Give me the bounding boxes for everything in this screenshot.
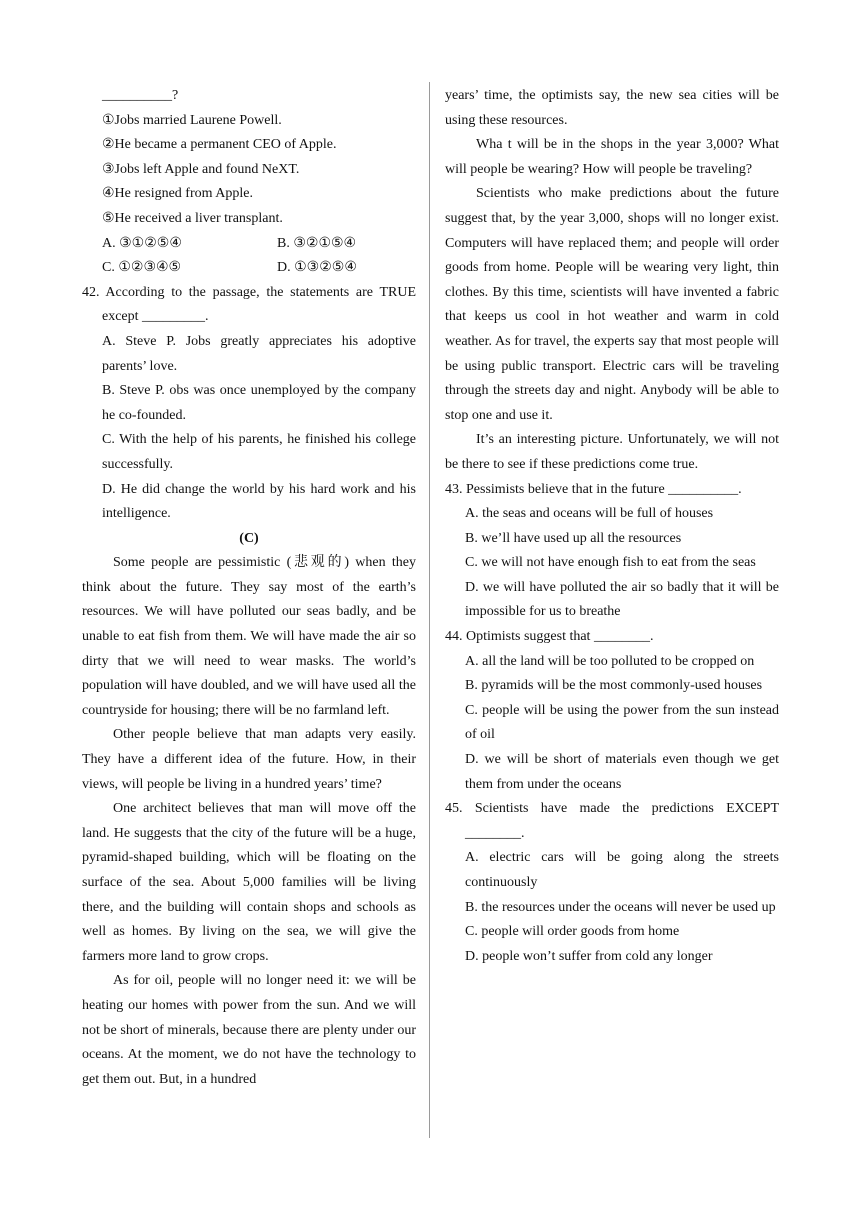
q45-option-a: A. electric cars will be going along the streets continuously — [465, 850, 779, 890]
q44-option-c: C. people will be using the power from the sun instead of oil — [465, 702, 779, 743]
q41-item: ②He became a permanent CEO of Apple. — [102, 137, 337, 153]
q42-option-a: A. Steve P. Jobs greatly appreciates his adoptive parents’ love. — [102, 333, 416, 374]
q41-option-b: B. ③②①⑤④ — [277, 235, 357, 251]
q44-option-b: B. pyramids will be the most commonly-used houses — [465, 678, 763, 694]
q41-options-row — [82, 256, 416, 281]
passage-paragraph: It’s an interesting picture. Unfortunately, we will not be there to see if these predictions come true. — [445, 432, 779, 472]
right-column — [445, 84, 779, 969]
q41-item: ④He resigned from Apple. — [102, 186, 253, 202]
section-title: (C) — [239, 530, 259, 546]
left-column — [82, 84, 416, 1092]
q41-item: ③Jobs left Apple and found NeXT. — [102, 161, 300, 177]
q41-option-a: A. ③①②⑤④ — [102, 235, 182, 251]
q41-option-d: D. ①③②⑤④ — [277, 260, 357, 276]
q43-option-c: C. we will not have enough fish to eat from the seas — [465, 555, 756, 571]
q45-option-b: B. the resources under the oceans will never be used up — [465, 899, 776, 915]
q42-option-b: B. Steve P. obs was once unemployed by the company he co-founded. — [102, 383, 416, 423]
passage-paragraph-continued: years’ time, the optimists say, the new sea cities will be using these resources. — [445, 88, 779, 128]
passage-paragraph: Scientists who make predictions about the future suggest that, by the year 3,000, shops will no longer exist. Computers will have replaced them; and people will order goods from home. People will be wearing very light, thin clothes. By this time, scientists will have invented a fabric that keeps us cool in hot weather and warm in cold weather. As for travel, the experts say that most people will be using public transport. Electric cars will be traveling through the streets day and night. Anybody will be able to stop one and use it. — [445, 186, 779, 423]
q45-option-d: D. people won’t suffer from cold any longer — [465, 948, 713, 964]
q43-option-b: B. we’ll have used up all the resources — [465, 530, 682, 546]
q41-item: ①Jobs married Laurene Powell. — [102, 112, 282, 128]
q41-option-c: C. ①②③④⑤ — [102, 260, 182, 276]
q43-option-a: A. the seas and oceans will be full of houses — [465, 506, 714, 522]
q45-option-c: C. people will order goods from home — [465, 924, 680, 940]
q42-stem: 42. According to the passage, the statements are TRUE except _________. — [82, 284, 416, 325]
q44-option-d: D. we will be short of materials even though we get them from under the oceans — [465, 752, 779, 792]
passage-paragraph: One architect believes that man will move off the land. He suggests that the city of the future will be a huge, pyramid-shaped building, which will be floating on the surface of the sea. About 5,000 families will be living there, and the building will contain shops and schools as well as homes. By living on the sea, we will give the farmers more land to grow crops. — [82, 801, 416, 964]
q45-stem: 45. Scientists have made the predictions EXCEPT ________. — [445, 801, 779, 841]
q43-option-d: D. we will have polluted the air so badly that it will be impossible for us to breathe — [465, 579, 779, 620]
passage-paragraph: Other people believe that man adapts very easily. They have a different idea of the future. How, in their views, will people be living in a hundred years’ time? — [82, 727, 416, 792]
passage-paragraph: Wha t will be in the shops in the year 3,000? What will people be wearing? How will people be traveling? — [445, 137, 779, 177]
q43-stem: 43. Pessimists believe that in the future __________. — [445, 481, 742, 497]
q44-stem: 44. Optimists suggest that ________. — [445, 629, 654, 645]
column-divider — [429, 82, 430, 1138]
q41-stem: __________? — [102, 88, 179, 103]
passage-paragraph: As for oil, people will no longer need it: we will be heating our homes with power from the sun. And we will not be short of minerals, because there are plenty under our oceans. At the moment, we do not have the technology to get them out. But, in a hundred — [82, 973, 416, 1087]
q42-option-c: C. With the help of his parents, he finished his college successfully. — [102, 432, 416, 472]
q42-option-d: D. He did change the world by his hard work and his intelligence. — [102, 481, 416, 522]
passage-paragraph: Some people are pessimistic (悲观的) when they think about the future. They say most of the earth’s resources. We will have polluted our seas badly, and be unable to eat fish from them. We will have made the air so dirty that we will need to wear masks. The world’s population will have doubled, and we will have used all the countryside for housing; there will be no farmland left. — [82, 555, 416, 718]
q44-option-a: A. all the land will be too polluted to be cropped on — [465, 653, 755, 669]
q41-item: ⑤He received a liver transplant. — [102, 210, 283, 226]
q41-options-row — [82, 232, 416, 257]
